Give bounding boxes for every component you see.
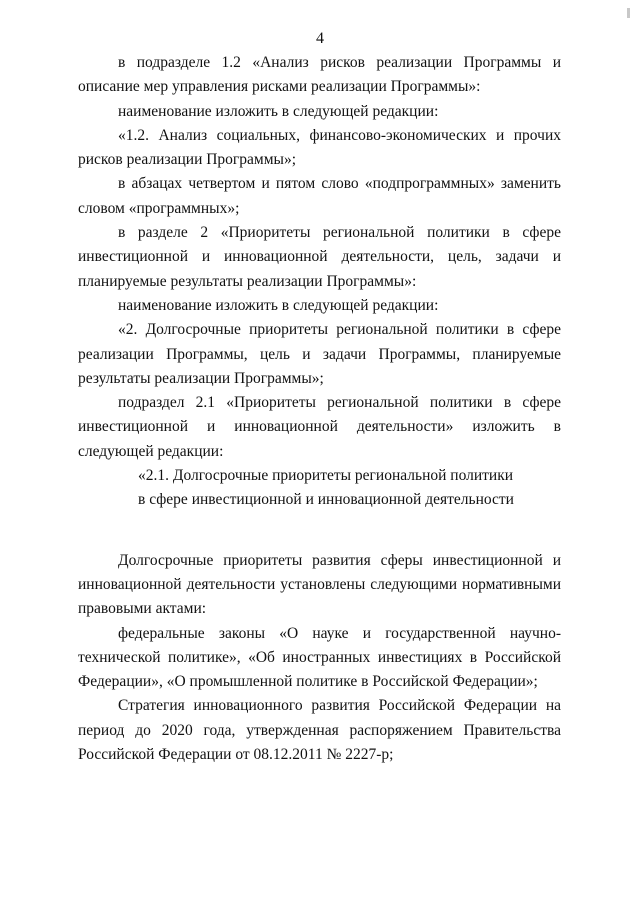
paragraph: Долгосрочные приоритеты развития сферы инвестиционной и инновационной деятельности установлены следующими нормативными правовыми актами: [78,551,561,618]
scan-artifact [627,8,630,18]
section-spacer [78,513,561,549]
paragraph: наименование изложить в следующей редакции: [118,102,439,120]
section-heading-line-2: в сфере инвестиционной и инновационной деятельности [138,491,514,509]
document-body [78,51,561,767]
paragraph: подраздел 2.1 «Приоритеты региональной политики в сфере инвестиционной и инновационной деятельности» изложить в следующей редакции: [78,394,561,460]
page-number: 4 [316,30,324,47]
paragraph: Стратегия инновационного развития Российской Федерации на период до 2020 года, утвержденная распоряжением Правительства Российской Федерации от 08.12.2011 № 2227-р; [78,697,561,764]
paragraph: федеральные законы «О науке и государственной научно-технической политике», «Об иностранных инвестициях в Российской Федерации», «О промышленной политике в Российской Федерации»; [78,624,561,691]
paragraph: «2. Долгосрочные приоритеты региональной политики в сфере реализации Программы, цель и задачи Программы, планируемые результаты реализации Программы»; [78,321,561,387]
paragraph: в абзацах четвертом и пятом слово «подпрограммных» заменить словом «программных»; [78,175,561,217]
paragraph: в разделе 2 «Приоритеты региональной политики в сфере инвестиционной и инновационной деятельности, цель, задачи и планируемые результаты реализации Программы»: [78,224,561,290]
paragraph: наименование изложить в следующей редакции: [118,296,439,314]
section-heading-line-1: «2.1. Долгосрочные приоритеты региональной политики [138,467,514,485]
paragraph: «1.2. Анализ социальных, финансово-экономических и прочих рисков реализации Программы»; [78,126,561,169]
paragraph: в подразделе 1.2 «Анализ рисков реализации Программы и описание мер управления рисками реализации Программы»: [78,54,561,96]
